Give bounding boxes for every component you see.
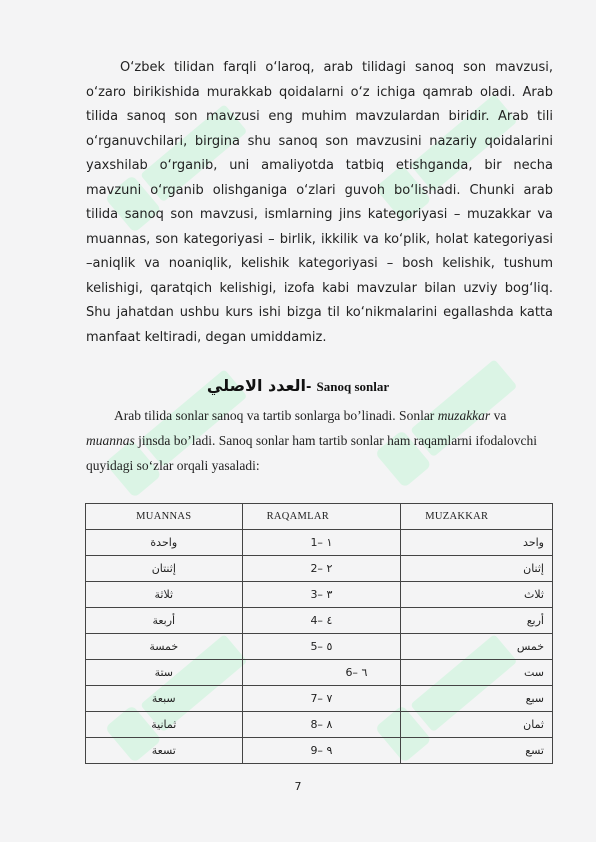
cell-muzakkar: خمس bbox=[401, 634, 553, 660]
header-muannas: MUANNAS bbox=[86, 504, 243, 530]
cell-muzakkar: أربع bbox=[401, 608, 553, 634]
cell-raqam: 9– ٩ bbox=[242, 738, 401, 764]
cell-muzakkar: إثنان bbox=[401, 556, 553, 582]
section-heading bbox=[0, 376, 596, 395]
cell-muzakkar: ثمان bbox=[401, 712, 553, 738]
intro-text-3: jinsda bo’ladi. Sanoq sonlar ham tartib sonlar ham raqamlarni ifodalovchi quyidagi so‘zlar orqali yasaladi: bbox=[86, 433, 538, 473]
table-row bbox=[86, 634, 553, 660]
table-row bbox=[86, 660, 553, 686]
cell-raqam: 1– ١ bbox=[242, 530, 401, 556]
cell-muannas: ستة bbox=[86, 660, 243, 686]
cell-muannas: ثمانية bbox=[86, 712, 243, 738]
header-raqamlar: RAQAMLAR bbox=[242, 504, 401, 530]
cell-raqam: 8– ٨ bbox=[242, 712, 401, 738]
heading-arabic: العدد الاصلي bbox=[206, 376, 306, 395]
cell-raqam: 4– ٤ bbox=[242, 608, 401, 634]
cell-raqam: 6– ٦ bbox=[242, 660, 401, 686]
intro-text-1: Arab tilida sonlar sanoq va tartib sonlarga bo’linadi. Sonlar bbox=[114, 408, 438, 423]
cell-muannas: أربعة bbox=[86, 608, 243, 634]
intro-text-2: va bbox=[490, 408, 507, 423]
table-row bbox=[86, 530, 553, 556]
cell-muannas: ثلاثة bbox=[86, 582, 243, 608]
heading-latin: Sanoq sonlar bbox=[316, 379, 390, 394]
cell-muzakkar: تسع bbox=[401, 738, 553, 764]
page-number: 7 bbox=[294, 780, 302, 793]
cell-muannas: إثنتان bbox=[86, 556, 243, 582]
cell-muzakkar: واحد bbox=[401, 530, 553, 556]
cell-raqam: 3– ٣ bbox=[242, 582, 401, 608]
table-row bbox=[86, 556, 553, 582]
intro-paragraph bbox=[86, 403, 556, 478]
cell-muzakkar: ست bbox=[401, 660, 553, 686]
table-row bbox=[86, 582, 553, 608]
table-header-row bbox=[86, 504, 553, 530]
cell-muannas: سبعة bbox=[86, 686, 243, 712]
cell-raqam: 2– ٢ bbox=[242, 556, 401, 582]
cell-muannas: تسعة bbox=[86, 738, 243, 764]
heading-separator: - bbox=[306, 380, 312, 395]
cell-muzakkar: ثلاث bbox=[401, 582, 553, 608]
cell-muannas: واحدة bbox=[86, 530, 243, 556]
table-row bbox=[86, 712, 553, 738]
cell-raqam: 7– ٧ bbox=[242, 686, 401, 712]
cell-raqam: 5– ٥ bbox=[242, 634, 401, 660]
body-paragraph: O‘zbek tilidan farqli o‘laroq, arab tilidagi sanoq son mavzusi, o‘zaro birikishida murakkab qoidalarni o‘z ichiga qamrab oladi. Arab tilida sanoq son mavzusi eng muhim mavzulardan biridir. Arab tili o‘rganuvchilari, birgina shu sanoq son mavzusini nazariy qoidalarini yaxshilab o‘rganib, uni amaliyotda tatbiq etishganda, bir necha mavzuni o‘rganib olishganiga o‘zlari guvoh bo‘lishadi. Chunki arab tilida sanoq son mavzusi, ismlarning jins kategoriyasi – muzakkar va muannas, son kategoriyasi – birlik, ikkilik va ko‘plik, holat kategoriyasi –aniqlik va noaniqlik, kelishik kategoriyasi – bosh kelishik, tushum kelishigi, qaratqich kelishigi, izofa kabi mavzular bilan uzviy bog‘liq. Shu jahatdan ushbu kurs ishi bizga til ko‘nikmalarini egallashda katta manfaat keltiradi, degan umiddamiz. bbox=[86, 60, 553, 345]
term-muzakkar: muzakkar bbox=[437, 408, 491, 423]
numbers-table bbox=[85, 503, 553, 764]
cell-muzakkar: سبع bbox=[401, 686, 553, 712]
table-row bbox=[86, 686, 553, 712]
table-row bbox=[86, 738, 553, 764]
header-muzakkar: MUZAKKAR bbox=[401, 504, 553, 530]
table-row bbox=[86, 608, 553, 634]
term-muannas: muannas bbox=[86, 433, 135, 448]
cell-muannas: خمسة bbox=[86, 634, 243, 660]
